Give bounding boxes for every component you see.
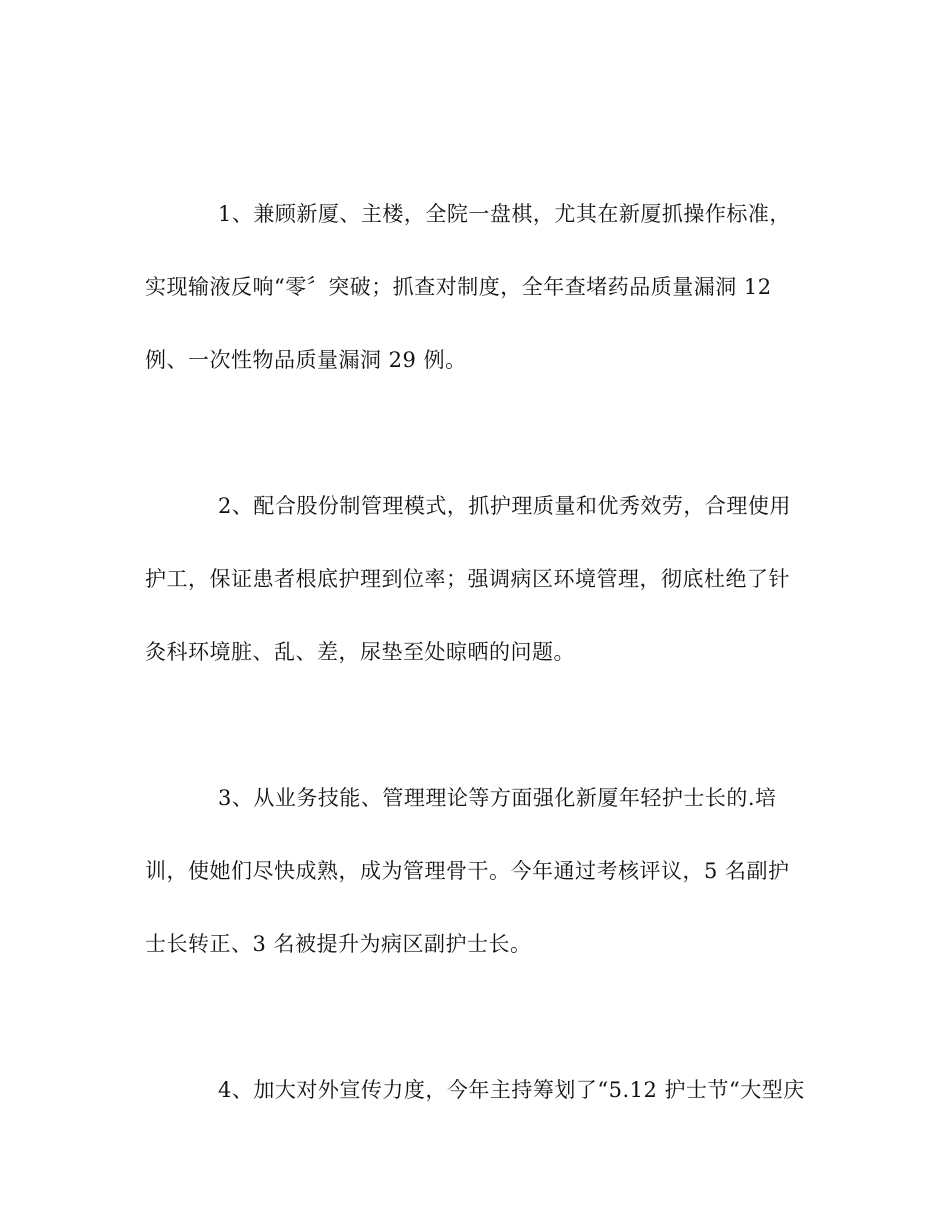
- paragraph-1-line-3: 例、一次性物品质量漏洞 29 例。: [145, 348, 467, 372]
- paragraph-2-line-3: 灸科环境脏、乱、差，尿垫至处晾晒的问题。: [145, 640, 575, 664]
- paragraph-3-line-2: 训，使她们尽快成熟，成为管理骨干。今年通过考核评议，5 名副护: [145, 859, 790, 883]
- paragraph-2-line-2: 护工，保证患者根底护理到位率；强调病区环境管理，彻底杜绝了针: [145, 567, 790, 591]
- paragraph-4-line-1: 4、加大对外宣传力度，今年主持筹划了“5.12 护士节“大型庆: [218, 1078, 805, 1102]
- paragraph-3-line-1: 3、从业务技能、管理理论等方面强化新厦年轻护士长的.培: [218, 786, 777, 810]
- paragraph-3-line-3: 士长转正、3 名被提升为病区副护士长。: [145, 932, 532, 956]
- paragraph-1-line-2: 实现输液反响“零〞突破；抓查对制度，全年查堵药品质量漏洞 12: [145, 275, 772, 299]
- paragraph-1-line-1: 1、兼顾新厦、主楼，全院一盘棋，尤其在新厦抓操作标准，: [218, 202, 791, 226]
- paragraph-2-line-1: 2、配合股份制管理模式，抓护理质量和优秀效劳，合理使用: [218, 494, 791, 518]
